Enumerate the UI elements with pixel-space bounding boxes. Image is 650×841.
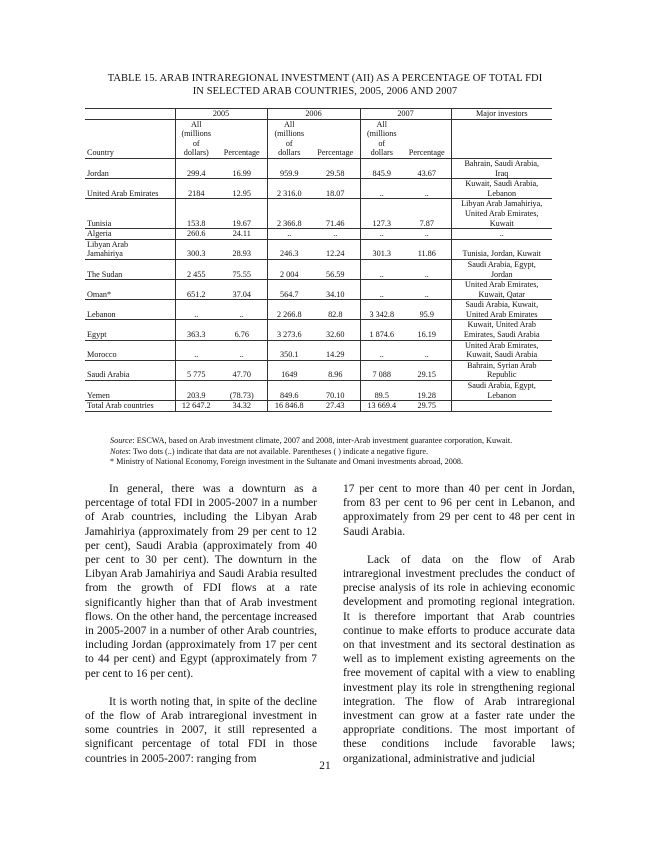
percentage-cell: 70.10: [311, 381, 360, 401]
percentage-cell: 18.07: [311, 179, 360, 199]
aii-value-cell: ..: [360, 280, 403, 300]
country-cell: Oman*: [85, 280, 175, 300]
notes-note: Notes: Two dots (..) indicate that data are not available. Parentheses ( ) indicate a negative figure.: [110, 446, 429, 456]
aii-value-cell: 1 874.6: [360, 320, 403, 340]
aii-value-cell: 2184: [175, 179, 217, 199]
country-cell: Total Arab countries: [85, 401, 175, 412]
percentage-cell: 27.43: [311, 401, 360, 412]
aii-value-cell: 845.9: [360, 158, 403, 178]
aii-value-cell: 301.3: [360, 239, 403, 259]
percentage-cell: 34.10: [311, 280, 360, 300]
table-header-columns: [85, 119, 552, 158]
aii-value-cell: 7 088: [360, 360, 403, 380]
percentage-cell: 56.59: [311, 259, 360, 279]
percentage-cell: 29.15: [403, 360, 451, 380]
paragraph: Lack of data on the flow of Arab intraregional investment precludes the conduct of precise analysis of its role in achieving economic development and promoting regional integration. It is therefore important that Arab countries continue to make efforts to produce accurate data on that investment and its sectoral destination as well as to implement existing agreements on the free movement of capital with a view to enabling investment play its role in strengthening regional integration. The flow of Arab intraregional investment can grow at a faster rate under the appropriate conditions. The most important of these conditions include favorable laws; organizational, administrative and judicial: [343, 553, 575, 765]
aii-value-cell: 2 316.0: [267, 179, 311, 199]
percentage-cell: 32.60: [311, 320, 360, 340]
percentage-cell: 34.32: [217, 401, 267, 412]
percentage-cell: 16.99: [217, 158, 267, 178]
aii-value-cell: ..: [360, 259, 403, 279]
country-cell: Algeria: [85, 229, 175, 240]
major-investors-cell: [451, 401, 552, 412]
paragraph: 17 per cent to more than 40 per cent in Jordan, from 83 per cent to 96 per cent in Lebanon, and approximately from 29 per cent to 48 per cent in Saudi Arabia.: [343, 483, 575, 538]
major-investors-cell: Saudi Arabia, Egypt, Lebanon: [451, 381, 552, 401]
table-row: [85, 280, 552, 300]
major-investors-cell: Kuwait, Saudi Arabia, Lebanon: [451, 179, 552, 199]
aii-value-cell: 12 647.2: [175, 401, 217, 412]
aii-value-cell: 564.7: [267, 280, 311, 300]
percentage-cell: 12.95: [217, 179, 267, 199]
percentage-cell: 19.28: [403, 381, 451, 401]
aii-value-cell: 350.1: [267, 340, 311, 360]
percentage-header: Percentage: [403, 119, 451, 158]
aii-value-cell: 16 846.8: [267, 401, 311, 412]
percentage-cell: 7.87: [403, 199, 451, 229]
aii-value-cell: 2 004: [267, 259, 311, 279]
table-title: [0, 72, 650, 98]
major-investors-cell: Saudi Arabia, Kuwait, United Arab Emirates: [451, 300, 552, 320]
percentage-cell: 71.46: [311, 199, 360, 229]
major-investors-cell: Bahrain, Syrian Arab Republic: [451, 360, 552, 380]
percentage-cell: ..: [403, 179, 451, 199]
percentage-cell: 28.93: [217, 239, 267, 259]
aii-value-cell: ..: [175, 300, 217, 320]
percentage-cell: 29.58: [311, 158, 360, 178]
year-header: 2005: [175, 109, 267, 120]
aii-value-cell: 2 266.8: [267, 300, 311, 320]
aii-value-cell: 849.6: [267, 381, 311, 401]
aii-header: All (millions of dollars: [267, 119, 311, 158]
country-cell: The Sudan: [85, 259, 175, 279]
country-cell: Saudi Arabia: [85, 360, 175, 380]
aii-value-cell: 3 273.6: [267, 320, 311, 340]
aii-value-cell: ..: [360, 179, 403, 199]
table-row: [85, 381, 552, 401]
percentage-cell: 14.29: [311, 340, 360, 360]
paragraph: In general, there was a downturn as a percentage of total FDI in 2005-2007 in a number of Arab countries, including the Libyan Arab Jamahiriya (approximately from 29 per cent to 12 per cent), Saudi Arabia (approximately from 40 per cent to 30 per cent). The downturn in the Libyan Arab Jamahiriya and Saudi Arabia resulted from the growth of FDI flows at a rate significantly higher than that of Arab investment flows. On the other hand, the percentage increased in 2005-2007 in a number of other Arab countries, including Jordan (approximately from 17 per cent to 44 per cent) and Egypt (approximately from 7 per cent to 16 per cent).: [85, 483, 317, 680]
table-row: [85, 239, 552, 259]
aii-value-cell: 203.9: [175, 381, 217, 401]
aii-value-cell: 2 455: [175, 259, 217, 279]
table-row: [85, 401, 552, 412]
percentage-cell: ..: [311, 229, 360, 240]
percentage-cell: 47.70: [217, 360, 267, 380]
page-number: 21: [319, 760, 331, 772]
aii-value-cell: ..: [360, 229, 403, 240]
right-column: [343, 482, 575, 766]
table-row: [85, 340, 552, 360]
major-investors-cell: United Arab Emirates, Kuwait, Saudi Arabia: [451, 340, 552, 360]
percentage-cell: (78.73): [217, 381, 267, 401]
percentage-cell: 6.76: [217, 320, 267, 340]
aii-value-cell: 153.8: [175, 199, 217, 229]
country-cell: United Arab Emirates: [85, 179, 175, 199]
major-investors-cell: Kuwait, United Arab Emirates, Saudi Arabia: [451, 320, 552, 340]
aii-value-cell: 89.5: [360, 381, 403, 401]
percentage-cell: 11.86: [403, 239, 451, 259]
percentage-header: Percentage: [311, 119, 360, 158]
major-investors-cell: Tunisia, Jordan, Kuwait: [451, 239, 552, 259]
aii-value-cell: 127.3: [360, 199, 403, 229]
percentage-cell: 16.19: [403, 320, 451, 340]
aii-value-cell: ..: [267, 229, 311, 240]
percentage-cell: ..: [403, 280, 451, 300]
source-note: Source: ESCWA, based on Arab investment climate, 2007 and 2008, inter-Arab investment guarantee corporation, Kuwait.: [110, 436, 513, 445]
country-cell: Egypt: [85, 320, 175, 340]
aii-value-cell: 300.3: [175, 239, 217, 259]
percentage-cell: ..: [217, 300, 267, 320]
table-row: [85, 300, 552, 320]
year-header: 2006: [267, 109, 360, 120]
table-row: [85, 229, 552, 240]
table-title-line2: IN SELECTED ARAB COUNTRIES, 2005, 2006 AND 2007: [192, 86, 458, 97]
aii-value-cell: 299.4: [175, 158, 217, 178]
percentage-cell: 8.96: [311, 360, 360, 380]
percentage-cell: 43.67: [403, 158, 451, 178]
table-notes: [110, 436, 570, 468]
table-row: [85, 179, 552, 199]
percentage-cell: ..: [403, 259, 451, 279]
major-investors-cell: Libyan Arab Jamahiriya, United Arab Emirates, Kuwait: [451, 199, 552, 229]
paragraph: It is worth noting that, in spite of the decline of the flow of Arab intraregional investment in some countries in 2007, it still represented a significant percentage of total FDI in those countries in 2005-2007: ranging from: [85, 695, 317, 765]
percentage-cell: 24.11: [217, 229, 267, 240]
aii-value-cell: ..: [175, 340, 217, 360]
aii-value-cell: ..: [360, 340, 403, 360]
major-investors-header: Major investors: [451, 109, 552, 120]
major-investors-cell: Bahrain, Saudi Arabia, Iraq: [451, 158, 552, 178]
percentage-cell: 19.67: [217, 199, 267, 229]
percentage-header: Percentage: [217, 119, 267, 158]
aii-value-cell: 13 669.4: [360, 401, 403, 412]
table-row: [85, 158, 552, 178]
investment-table: [85, 108, 552, 412]
year-header: 2007: [360, 109, 451, 120]
table-row: [85, 320, 552, 340]
left-column: [85, 482, 317, 766]
country-cell: Lebanon: [85, 300, 175, 320]
aii-value-cell: 260.6: [175, 229, 217, 240]
aii-header: All (millions of dollars): [175, 119, 217, 158]
major-investors-cell: ..: [451, 229, 552, 240]
aii-value-cell: 3 342.8: [360, 300, 403, 320]
percentage-cell: 12.24: [311, 239, 360, 259]
country-cell: Tunisia: [85, 199, 175, 229]
percentage-cell: 75.55: [217, 259, 267, 279]
aii-value-cell: 363.3: [175, 320, 217, 340]
aii-value-cell: 651.2: [175, 280, 217, 300]
table-row: [85, 360, 552, 380]
aii-value-cell: 959.9: [267, 158, 311, 178]
aii-value-cell: 2 366.8: [267, 199, 311, 229]
country-cell: Libyan Arab Jamahiriya: [85, 239, 175, 259]
country-cell: Jordan: [85, 158, 175, 178]
star-note: * Ministry of National Economy, Foreign investment in the Sultanate and Omani investments abroad, 2008.: [110, 457, 464, 467]
table-row: [85, 259, 552, 279]
table-row: [85, 199, 552, 229]
aii-header: All (millions of dollars: [360, 119, 403, 158]
country-cell: Yemen: [85, 381, 175, 401]
percentage-cell: 82.8: [311, 300, 360, 320]
percentage-cell: 95.9: [403, 300, 451, 320]
percentage-cell: ..: [217, 340, 267, 360]
aii-value-cell: 246.3: [267, 239, 311, 259]
percentage-cell: 29.75: [403, 401, 451, 412]
aii-value-cell: 1649: [267, 360, 311, 380]
percentage-cell: ..: [403, 229, 451, 240]
percentage-cell: 37.04: [217, 280, 267, 300]
percentage-cell: ..: [403, 340, 451, 360]
table-header-years: [85, 109, 552, 120]
major-investors-cell: Saudi Arabia, Egypt, Jordan: [451, 259, 552, 279]
major-investors-cell: United Arab Emirates, Kuwait, Qatar: [451, 280, 552, 300]
table-title-line1: TABLE 15. ARAB INTRAREGIONAL INVESTMENT (AII) AS A PERCENTAGE OF TOTAL FDI: [107, 73, 543, 84]
country-cell: Morocco: [85, 340, 175, 360]
country-header: Country: [85, 119, 175, 158]
aii-value-cell: 5 775: [175, 360, 217, 380]
